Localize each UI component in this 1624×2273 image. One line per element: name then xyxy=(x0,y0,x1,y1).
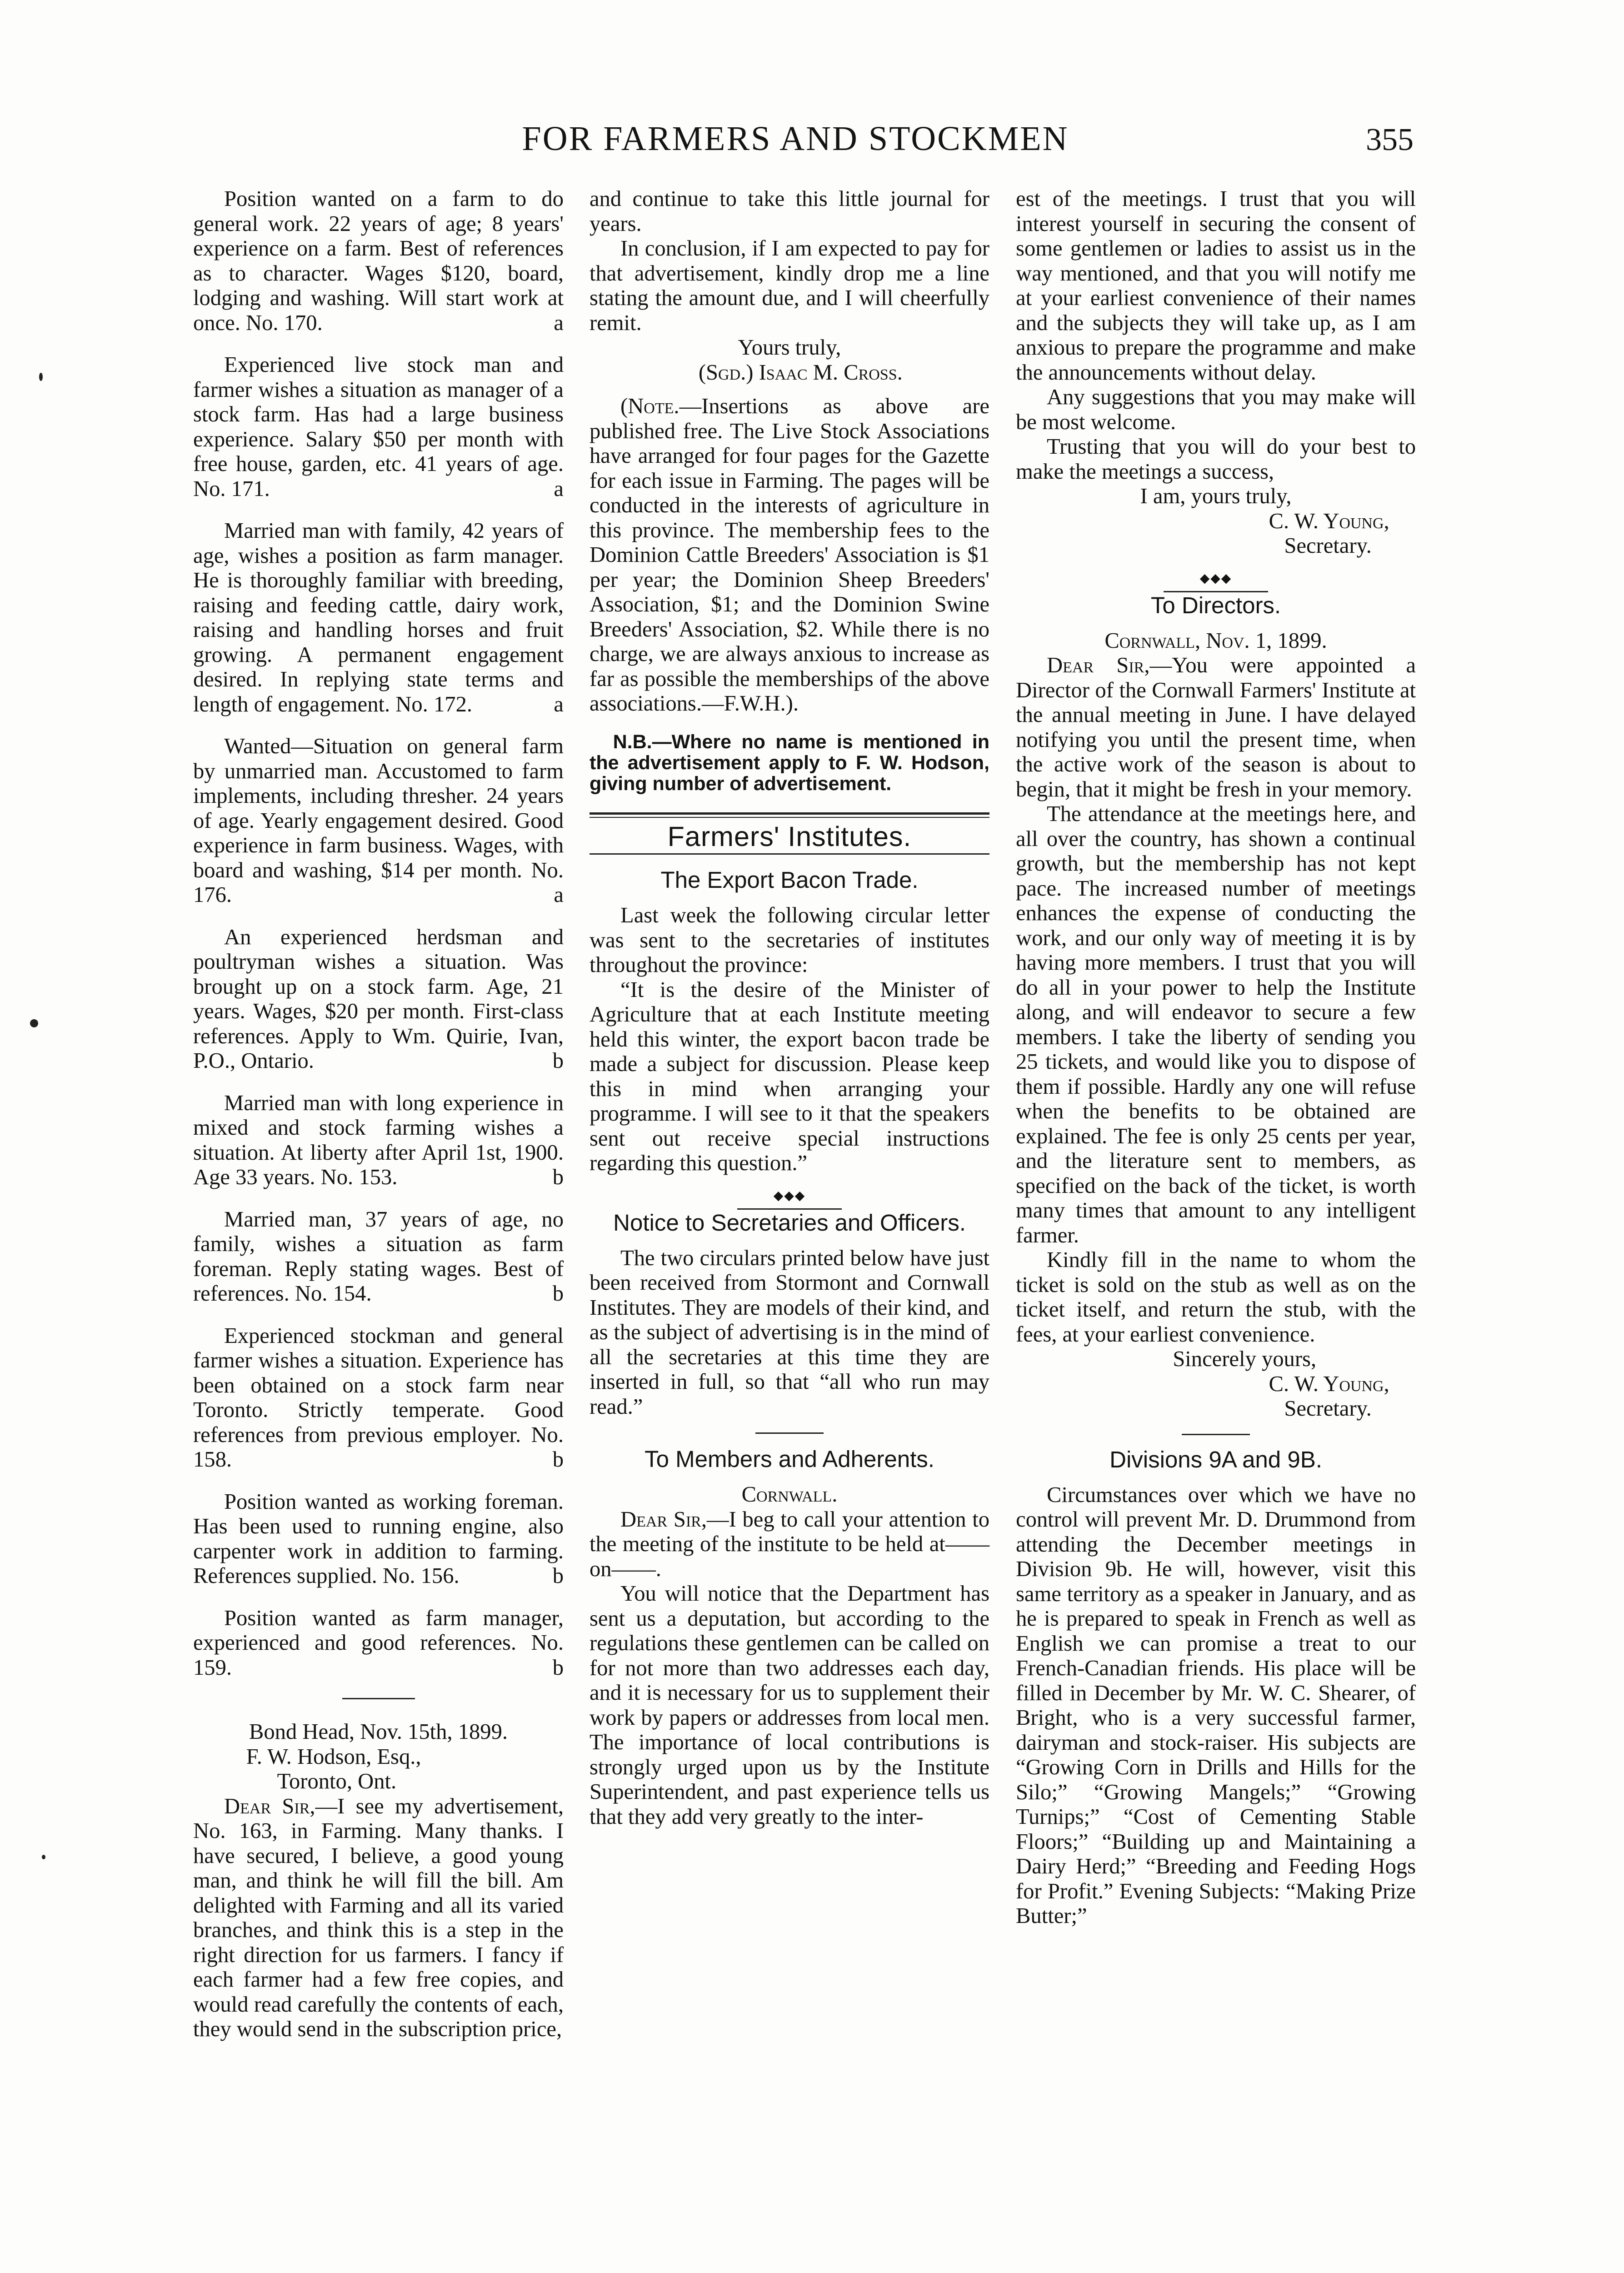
ad-text: Married man with long experience in mixed and stock farming wishes a situation. At liberty after April 1st, 1900. Age 33 years. No. 153. xyxy=(193,1090,564,1189)
ad-text: Experienced live stock man and farmer wishes a situation as manager of a stock farm. Has had a large business experience. Salary $50 per month with free house, garden, etc. 41 years of age. No. 171. xyxy=(193,352,564,501)
article-heading-divisions: Divisions 9A and 9B. xyxy=(1109,1446,1322,1472)
ad-series-mark: b xyxy=(552,1165,564,1189)
letter-body xyxy=(193,1794,564,2042)
editor-note: (Note.—Insertions as above are published free. The Live Stock Associations have arranged for four pages for the Gazette for each issue in Farming. The pages will be conducted in the interests of agriculture in this province. The membership fees to the Dominion Cattle Breeders' Association is $1 per year; the Dominion Sheep Breeders' Association, $1; and the Dominion Swine Breeders' Association, $2. While there is no charge, we are always anxious to increase as far as possible the memberships of the above associations.—F.W.H.). xyxy=(590,394,989,716)
directors-signer: C. W. Young, xyxy=(1269,1371,1389,1396)
section-rule xyxy=(590,853,989,855)
circular-signer-title: Secretary. xyxy=(1284,533,1372,558)
ad-text: Wanted—Situation on general farm by unmarried man. Accustomed to farm implements, including thresher. 24 years of age. Yearly engagement desired. Good experience in farm business. Wages, with board and washing, $14 per month. No. 176. xyxy=(193,734,564,907)
ad-text: Position wanted as farm manager, experienced and good references. No. 159. xyxy=(193,1605,564,1680)
circular-paragraph xyxy=(590,1507,989,1582)
article-paragraph: The two circulars printed below have just been received from Stormont and Cornwall Institutes. They are models of their kind, and as the subject of advertising is in the mind of all the secretaries at this time they are inserted in full, so that “all who run may read.” xyxy=(590,1245,989,1419)
directors-closing: Sincerely yours, xyxy=(1173,1347,1317,1371)
circular-salutation: Dear Sir, xyxy=(620,1507,707,1532)
article-heading-directors: To Directors. xyxy=(1150,592,1281,618)
ornament-divider: ◆◆◆ xyxy=(590,1182,989,1200)
ad-text: Position wanted as working foreman. Has been used to running engine, also carpenter work in addition to farming. References supplied. No. 156. xyxy=(193,1489,564,1588)
ad-series-mark: b xyxy=(552,1281,564,1306)
classified-ad xyxy=(193,1606,564,1680)
note-body: —Insertions as above are published free. The Live Stock Associations have arranged for four pages for the Gazette for each issue in Farming. The pages will be conducted in the interests of agriculture in this province. The membership fees to the Dominion Cattle Breeders' Association is $1 per year; the Dominion Sheep Breeders' Association, $1; and the Dominion Swine Breeders' Association, $2. While there is no charge, we are always anxious to increase as far as possible the memberships of the above associations.—F.W.H.). xyxy=(590,394,989,716)
divider xyxy=(755,1432,824,1434)
ad-series-mark: a xyxy=(554,476,564,501)
column-middle xyxy=(590,186,989,1829)
directors-paragraph xyxy=(1016,653,1416,801)
margin-speck xyxy=(39,373,43,381)
circular-closing: I am, yours truly, xyxy=(1140,484,1292,508)
ad-series-mark: b xyxy=(552,1447,564,1472)
margin-speck xyxy=(30,1019,38,1027)
circular-signer: C. W. Young, xyxy=(1269,508,1389,533)
directors-salutation: Dear Sir, xyxy=(1047,653,1150,677)
ad-text: Position wanted on a farm to do general work. 22 years of age; 8 years' experience on a farm. Best of references as to character. Wages $120, board, lodging and washing. Will start work at once. No. 170. xyxy=(193,186,564,335)
classified-ad xyxy=(193,1489,564,1588)
classified-ad xyxy=(193,1091,564,1190)
ad-text: Experienced stockman and general farmer wishes a situation. Experience has been obtained on a stock farm near Toronto. Strictly temperate. Good references from previous employer. No. 158. xyxy=(193,1323,564,1472)
ad-series-mark: a xyxy=(554,882,564,907)
classified-ad xyxy=(193,352,564,501)
circular-paragraph: You will notice that the Department has sent us a deputation, but according to the regulations these gentlemen can be called on for not more than two addresses each day, and it is necessary for us to supplement their work by papers or addresses from local men. The importance of local contributions is strongly urged upon us by the Institute Superintendent, and past experience tells us that they add very greatly to the inter- xyxy=(590,1581,989,1829)
classified-ad xyxy=(193,518,564,716)
ad-series-mark: a xyxy=(554,310,564,335)
circular-continuation: est of the meetings. I trust that you will interest yourself in securing the consent of some gentlemen or ladies to assist us in the way mentioned, and that you will notify me at your earliest convenience of their names and the subjects they will take up, as I am anxious to prepare the programme and make the announcements without delay. xyxy=(1016,186,1416,385)
classified-ads-list xyxy=(193,186,564,1680)
classified-ad xyxy=(193,1207,564,1306)
circular-paragraph: Trusting that you will do your best to make the meetings a success, xyxy=(1016,434,1416,484)
ornament-divider: ◆◆◆ xyxy=(1016,565,1416,583)
ad-text: Married man, 37 years of age, no family, wishes a situation as farm foreman. Reply stating wages. Best of references. No. 154. xyxy=(193,1207,564,1306)
letter-salutation: Dear Sir, xyxy=(224,1793,315,1818)
nb-notice: N.B.—Where no name is mentioned in the advertisement apply to F. W. Hodson, giving number of advertisement. xyxy=(590,731,989,795)
page-header xyxy=(0,119,1624,169)
circular-paragraph: Any suggestions that you may make will be most welcome. xyxy=(1016,385,1416,434)
column-left xyxy=(193,186,564,2042)
circular-place: Cornwall. xyxy=(741,1482,838,1507)
classified-ad xyxy=(193,734,564,907)
ad-text: Married man with family, 42 years of age, wishes a position as farm manager. He is thoroughly familiar with breeding, raising and feeding cattle, dairy work, raising and handling horses and fruit growing. A permanent engagement desired. In replying state terms and length of engagement. No. 172. xyxy=(193,518,564,716)
directors-dateline: Cornwall, Nov. 1, 1899. xyxy=(1104,628,1327,653)
ad-series-mark: a xyxy=(554,691,564,716)
margin-speck xyxy=(42,1855,45,1859)
ad-series-mark: b xyxy=(552,1655,564,1680)
ad-series-mark: b xyxy=(552,1048,564,1073)
letter-body-text: —I see my advertisement, No. 163, in Farming. Many thanks. I have secured, I believe, a good young man, and think he will fill the bill. Am delighted with Farming and all its varied branches, and think this is a step in the right direction for us farmers. I fancy if each farmer had a few free copies, and would read carefully the contents of each, they would send in the subscription price, xyxy=(193,1793,564,2041)
divisions-paragraph: Circumstances over which we have no control will prevent Mr. D. Drummond from attending the December meetings in Division 9b. He will, however, visit this same territory as a speaker in January, and as he is prepared to speak in French as well as English we can promise a treat to our French-Canadian friends. His place will be filled in December by Mr. W. C. Shearer, of Bright, who is a very successful farmer, dairyman and stock-raiser. His subjects are “Growing Corn in Drills and Hills for the Silo;” “Growing Mangels;” “Growing Turnips;” “Cost of Cementing Stable Floors;” “Building up and Maintaining a Dairy Herd;” “Breeding and Feeding Hogs for Profit.” Evening Subjects: “Making Prize Butter;” xyxy=(1016,1482,1416,1928)
directors-text: —You were appointed a Director of the Cornwall Farmers' Institute at the annual meeting in June. I have delayed notifying you until the present time, when the active work of the season is about to begin, that it might be fresh in your memory. xyxy=(1016,653,1416,801)
classified-ad xyxy=(193,925,564,1073)
article-heading-notice: Notice to Secretaries and Officers. xyxy=(613,1209,966,1236)
article-heading-bacon: The Export Bacon Trade. xyxy=(660,867,919,893)
article-paragraph: “It is the desire of the Minister of Agriculture that at each Institute meeting held this winter, the export bacon trade be made a subject for discussion. Please keep this in mind when arranging your programme. I will see to it that the speakers sent out receive special instructions regarding this question.” xyxy=(590,977,989,1175)
section-rule xyxy=(590,817,989,818)
divider xyxy=(1182,1434,1250,1435)
note-label: Note. xyxy=(628,394,680,418)
letter-closing: Yours truly, xyxy=(738,335,841,360)
letter-paragraph: In conclusion, if I am expected to pay for that advertisement, kindly drop me a line stating the amount due, and I will cheerfully remit. xyxy=(590,236,989,335)
article-paragraph: Last week the following circular letter was sent to the secretaries of institutes throughout the province: xyxy=(590,903,989,977)
divider xyxy=(342,1698,415,1699)
letter-dateline: Bond Head, Nov. 15th, 1899. xyxy=(249,1719,508,1744)
letter-address: Toronto, Ont. xyxy=(277,1769,397,1793)
directors-paragraph: The attendance at the meetings here, and all over the country, has shown a continual growth, but the membership has not kept pace. The increased number of meetings enhances the expense of conducting the work, and our only way of meeting it is by having more members. I trust that you will do all in your power to help the Institute along, and will endeavor to secure a few members. I take the liberty of sending you 25 tickets, and would like you to dispose of them if possible. Hardly any one will refuse when the benefits to be obtained are explained. The fee is only 25 cents per year, and the literature sent to members, as specified on the back of the ticket, is worth many times that amount to any intelligent farmer. xyxy=(1016,801,1416,1247)
circular-text: —I beg to call your attention to the meeting of the institute to be held at——on——. xyxy=(590,1507,990,1581)
classified-ad xyxy=(193,186,564,335)
directors-signer-title: Secretary. xyxy=(1284,1396,1372,1421)
letter-addressee: F. W. Hodson, Esq., xyxy=(246,1744,421,1769)
page-number: 355 xyxy=(1366,122,1414,157)
ad-series-mark: b xyxy=(552,1563,564,1588)
letter-continuation: and continue to take this little journal for years. xyxy=(590,186,989,236)
section-title: Farmers' Institutes. xyxy=(667,821,912,852)
section-rule xyxy=(590,812,989,815)
directors-paragraph: Kindly fill in the name to whom the ticket is sold on the stub as well as on the ticket itself, and return the stub, with the fees, at your earliest convenience. xyxy=(1016,1247,1416,1347)
column-right xyxy=(1016,186,1416,1928)
ad-text: An experienced herdsman and poultryman wishes a situation. Was brought up on a stock farm. Age, 21 years. Wages, $20 per month. First-class references. Apply to Wm. Quirie, Ivan, P.O., Ontario. xyxy=(193,924,564,1073)
letter-signature: (Sgd.) Isaac M. Cross. xyxy=(698,360,903,385)
classified-ad xyxy=(193,1323,564,1472)
running-title: FOR FARMERS AND STOCKMEN xyxy=(522,120,1069,158)
article-heading-members: To Members and Adherents. xyxy=(645,1446,934,1472)
